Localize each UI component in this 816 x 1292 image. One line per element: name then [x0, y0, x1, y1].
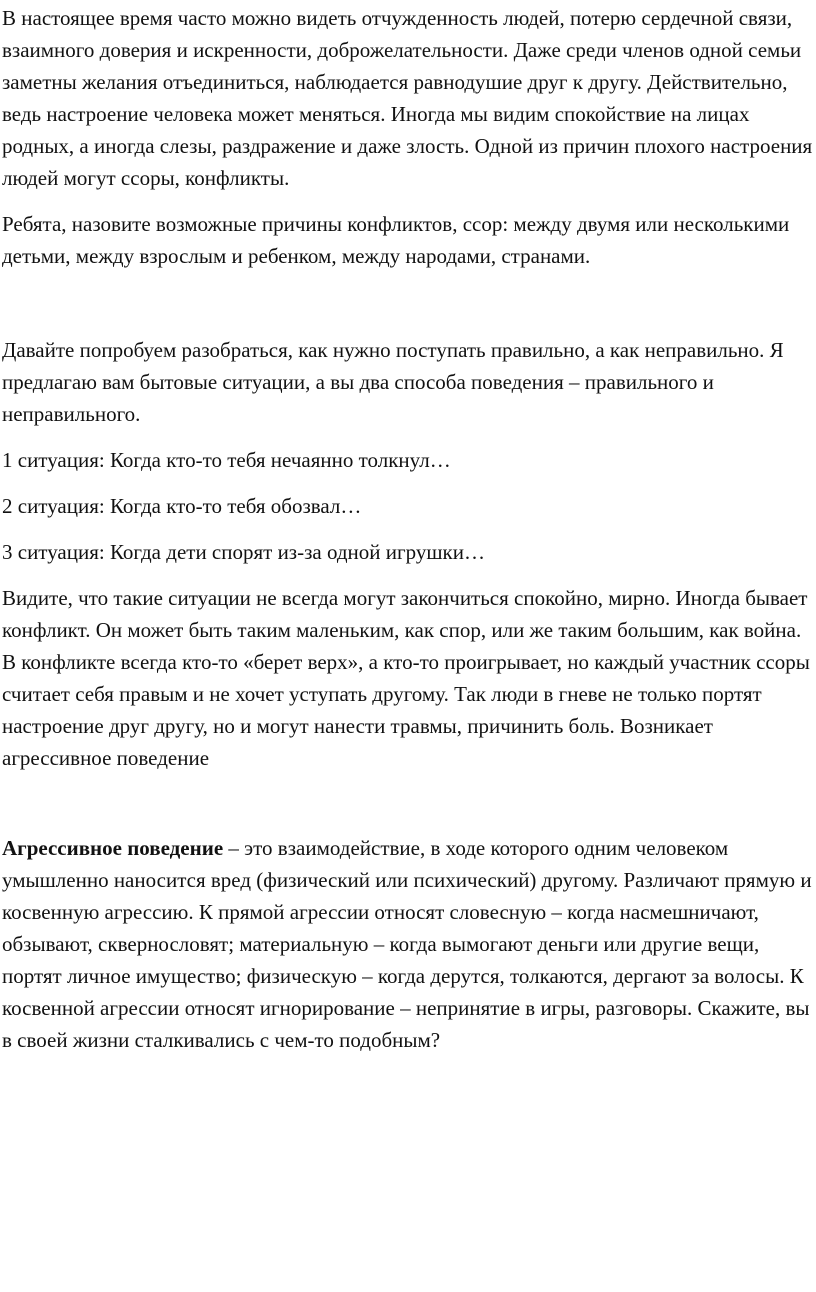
definition-paragraph	[2, 832, 814, 1056]
situation-1: 1 ситуация: Когда кто-то тебя нечаянно толкнул…	[2, 448, 451, 472]
situations-intro-paragraph: Давайте попробуем разобраться, как нужно поступать правильно, а как неправильно. Я предлагаю вам бытовые ситуации, а вы два способа поведения – правильного и неправильного.	[2, 338, 784, 426]
blank-line	[2, 286, 814, 334]
conflict-paragraph: Видите, что такие ситуации не всегда могут закончиться спокойно, мирно. Иногда бывает конфликт. Он может быть таким маленьким, как спор, или же таким большим, как война. В конфликте всегда кто-то «берет верх», а кто-то проигрывает, но каждый участник ссоры считает себя правым и не хочет уступать другому. Так люди в гневе не только портят настроение друг другу, но и могут нанести травмы, причинить боль. Возникает агрессивное поведение	[2, 586, 810, 770]
situation-2: 2 ситуация: Когда кто-то тебя обозвал…	[2, 494, 362, 518]
intro-paragraph: В настоящее время часто можно видеть отчужденность людей, потерю сердечной связи, взаимного доверия и искренности, доброжелательности. Даже среди членов одной семьи заметны желания отъединиться, наблюдается равнодушие друг к другу. Действительно, ведь настроение человека может меняться. Иногда мы видим спокойствие на лицах родных, а иногда слезы, раздражение и даже злость. Одной из причин плохого настроения людей могут ссоры, конфликты.	[2, 6, 813, 190]
definition-term: Агрессивное поведение	[2, 836, 224, 860]
question-paragraph: Ребята, назовите возможные причины конфликтов, ссор: между двумя или несколькими детьми, между взрослым и ребенком, между народами, странами.	[2, 212, 790, 268]
situation-3: 3 ситуация: Когда дети спорят из-за одной игрушки…	[2, 540, 485, 564]
blank-line	[2, 788, 814, 832]
definition-text: – это взаимодействие, в ходе которого одним человеком умышленно наносится вред (физический или психический) другому. Различают прямую и косвенную агрессию. К прямой агрессии относят словесную – когда насмешничают, обзывают, сквернословят; материальную – когда вымогают деньги или другие вещи, портят личное имущество; физическую – когда дерутся, толкаются, дергают за волосы. К косвенной агрессии относят игнорирование – непринятие в игры, разговоры. Скажите, вы в своей жизни сталкивались с чем-то подобным?	[2, 836, 812, 1052]
